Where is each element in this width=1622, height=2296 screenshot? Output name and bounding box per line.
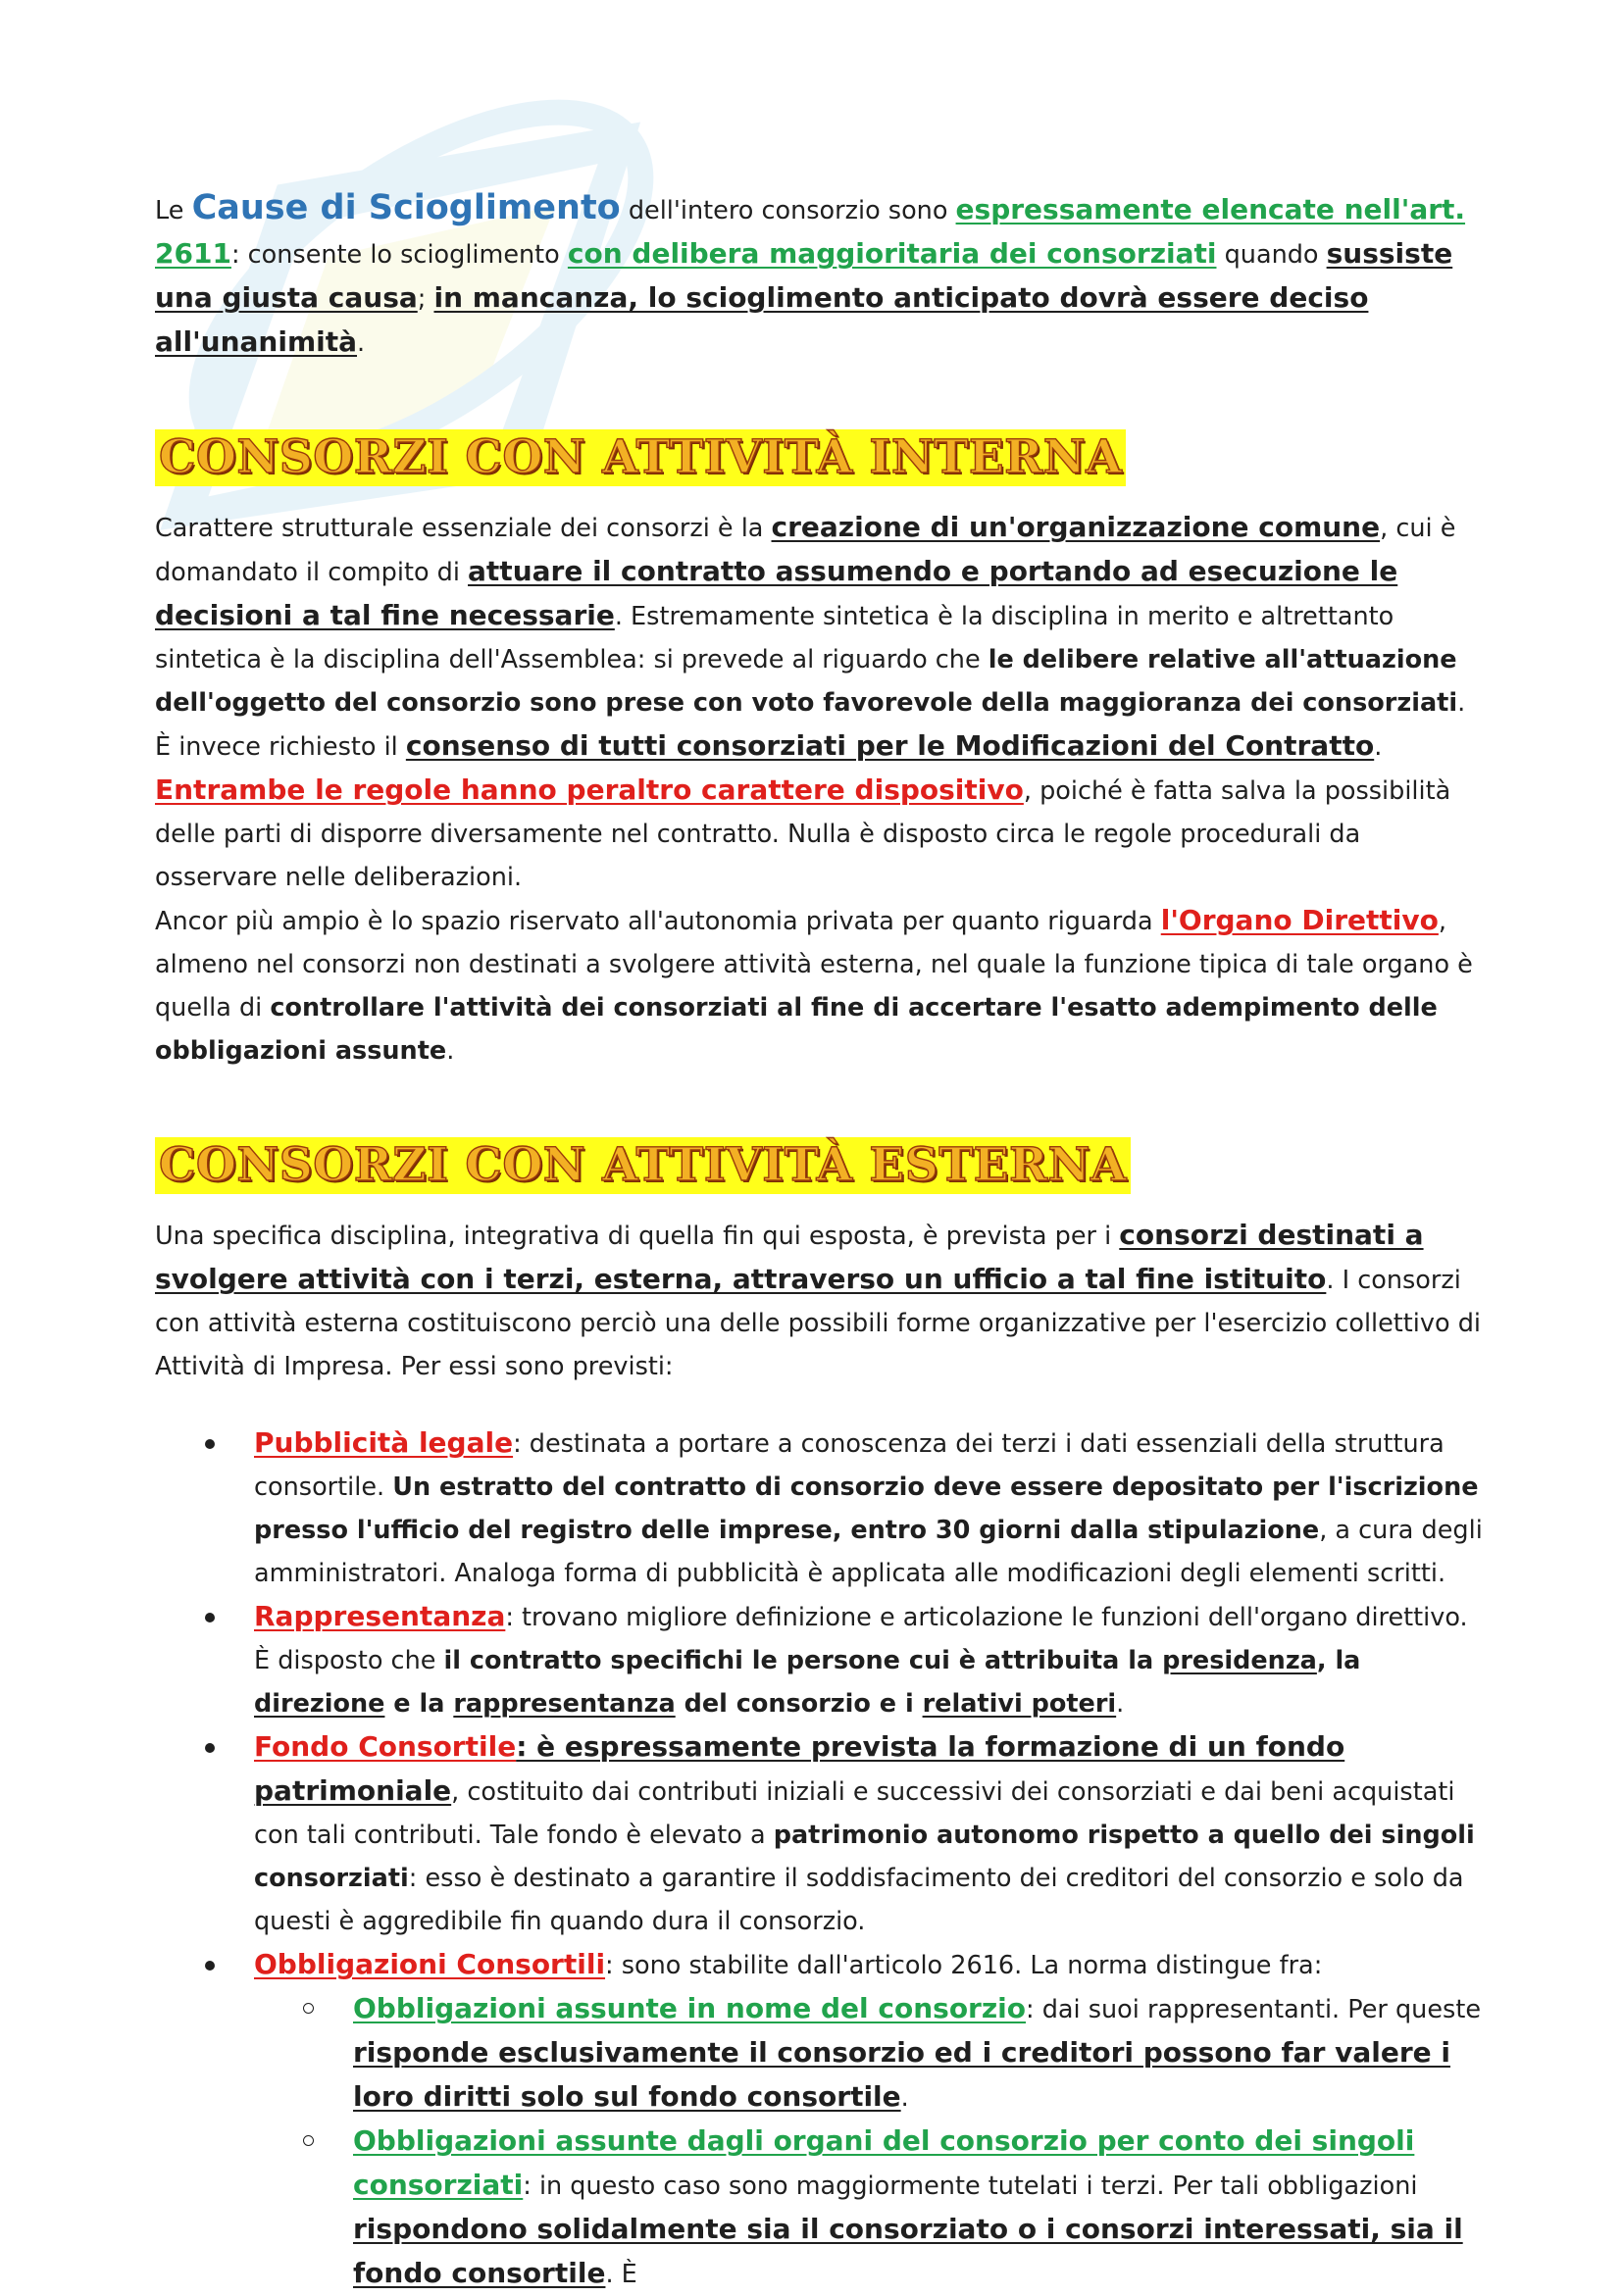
heading-attivita-interna: CONSORZI CON ATTIVITÀ INTERNA — [155, 429, 1126, 486]
list-item-rappresentanza: Rappresentanza: trovano migliore definizione e articolazione le funzioni dell'organo direttivo. È disposto che il contratto specifichi le persone cui è attribuita la presidenza, la direzione e la rappresentanza del consorzio e i relativi poteri. — [155, 1595, 1489, 1725]
paragraph-attivita-esterna: Una specifica disciplina, integrativa di quella fin qui esposta, è prevista per i consorzi destinati a svolgere attività con i terzi, esterna, attraverso un ufficio a tal fine istituito. I consorzi con attività esterna costituiscono perciò una delle possibili forme organizzative per l'esercizio collettivo di Attività di Impresa. Per essi sono previsti: — [155, 1219, 1481, 1381]
document-body — [155, 186, 1489, 2296]
list-item-pubblicita: Pubblicità legale: destinata a portare a conoscenza dei terzi i dati essenziali della struttura consortile. Un estratto del contratto di consorzio deve essere depositato per l'iscrizione presso l'ufficio del registro delle imprese, entro 30 giorni dalla stipulazione, a cura degli amministratori. Analoga forma di pubblicità è applicata alle modificazioni degli elementi scritti. — [155, 1422, 1489, 1595]
bullet-icon — [205, 1439, 215, 1449]
bullet-list — [155, 1422, 1489, 2296]
bullet-icon — [205, 1961, 215, 1971]
paragraph-organizzazione: Carattere strutturale essenziale dei consorzi è la creazione di un'organizzazione comune, cui è domandato il compito di attuare il contratto assumendo e portando ad esecuzione le decisioni a tal fine necessarie. Estremamente sintetica è la disciplina in merito e altrettanto sintetica è la disciplina dell'Assemblea: si prevede al riguardo che le delibere relative all'attuazione dell'oggetto del consorzio sono prese con voto favorevole della maggioranza dei consorziati. È invece richiesto il consenso di tutti consorziati per le Modificazioni del Contratto. Entrambe le regole hanno peraltro carattere dispositivo, poiché è fatta salva la possibilità delle parti di disporre diversamente nel contratto. Nulla è disposto circa le regole procedurali da osservare nelle deliberazioni. — [155, 511, 1466, 892]
paragraph-scioglimento: Le Cause di Scioglimento dell'intero consorzio sono espressamente elencate nell'art. 2611: consente lo scioglimento con delibera maggioritaria dei consorziati quando sussiste una giusta causa; in mancanza, lo scioglimento anticipato dovrà essere deciso all'unanimità. — [155, 188, 1466, 358]
bullet-icon — [205, 1613, 215, 1622]
paragraph-organo-direttivo: Ancor più ampio è lo spazio riservato all'autonomia privata per quanto riguarda l'Organo Direttivo, almeno nel consorzi non destinati a svolgere attività esterna, nel quale la funzione tipica di tale organo è quella di controllare l'attività dei consorziati al fine di accertare l'esatto adempimento delle obbligazioni assunte. — [155, 904, 1473, 1066]
sub-bullet-icon — [303, 2003, 314, 2014]
sub-bullet-icon — [303, 2135, 314, 2146]
sub-list — [254, 1987, 1489, 2296]
sub-item-conto-consorziati: Obbligazioni assunte dagli organi del consorzio per conto dei singoli consorziati: in questo caso sono maggiormente tutelati i terzi. Per tali obbligazioni rispondono solidalmente sia il consorziato o i consorzi interessati, sia il fondo consortile. È — [254, 2120, 1489, 2296]
sub-item-nome-consorzio: Obbligazioni assunte in nome del consorzio: dai suoi rappresentanti. Per queste risponde esclusivamente il consorzio ed i creditori possono far valere i loro diritti solo sul fondo consortile. — [254, 1987, 1489, 2120]
list-item-obbligazioni: Obbligazioni Consortili: sono stabilite dall'articolo 2616. La norma distingue fra: Obbligazioni assunte in nome del consorzio: dai suoi rappresentanti. Per queste risponde esclusivamente il consorzio ed i creditori possono far valere i loro diritti solo sul fondo consortile. Obbligazioni assunte dagli organi del consorzio per conto dei singoli consorziati: in questo caso sono maggiormente tutelati i terzi. Per tali obbligazioni rispondono solidalmente sia il consorziato o i consorzi interessati, sia il fondo consortile. È — [155, 1943, 1489, 2296]
list-item-fondo-consortile: Fondo Consortile: è espressamente prevista la formazione di un fondo patrimoniale, costituito dai contributi iniziali e successivi dei consorziati e dai beni acquistati con tali contributi. Tale fondo è elevato a patrimonio autonomo rispetto a quello dei singoli consorziati: esso è destinato a garantire il soddisfacimento dei creditori del consorzio e solo da questi è aggredibile fin quando dura il consorzio. — [155, 1725, 1489, 1943]
bullet-icon — [205, 1743, 215, 1753]
term-cause-scioglimento: Cause di Scioglimento — [191, 188, 621, 227]
heading-attivita-esterna: CONSORZI CON ATTIVITÀ ESTERNA — [155, 1137, 1131, 1194]
